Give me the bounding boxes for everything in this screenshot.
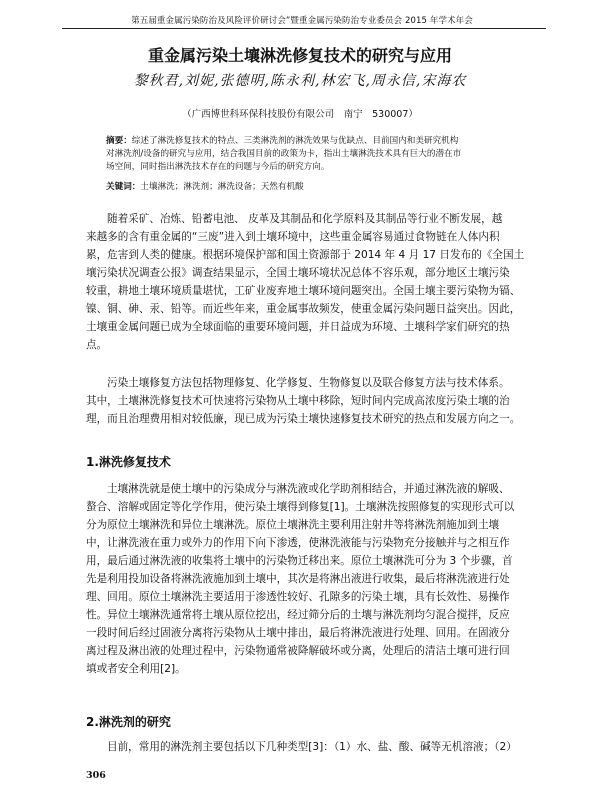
abstract-line: 对淋洗剂/设备的研究与应用，结合我国目前的政策为卡，指出土壤淋洗技术具有巨大的潜在市	[106, 149, 462, 159]
keywords	[106, 181, 502, 194]
text-line: 理，而且治理费用相对较低廉，现已成为污染土壤快速修复技术研究的热点和发展方向之一。	[86, 413, 521, 425]
text-line: 污染土壤修复方法包括物理修复、化学修复、生物修复以及联合修复方法与技术体系。	[107, 377, 510, 389]
text-line: 中，让淋洗液在重力或外力的作用下向下渗透，使淋洗液能与污染物充分接触并与之相互作	[86, 537, 510, 549]
paragraph-washing	[86, 480, 516, 678]
text-line: 镍、铜、砷、汞、铅等。而近些年来，重金属事故频发，使重金属污染问题日益突出。因此，	[86, 303, 521, 315]
text-line: 分为原位土壤淋洗和异位土壤淋洗。原位土壤淋洗主要利用注射井等将淋洗剂施加到土壤	[86, 519, 500, 531]
text-line: 一段时间后经过固液分离将污染物从土壤中排出，最后将淋洗液进行处理、回用。在固液分	[86, 627, 510, 639]
keywords-text: 土壤淋洗；淋洗剂；淋洗设备；天然有机酸	[140, 182, 304, 192]
page-number: 306	[86, 770, 106, 781]
text-line: 填或者安全利用[2]。	[86, 663, 186, 675]
affiliation: （广西博世科环保科技股份有限公司 南宁 530007）	[182, 109, 418, 120]
text-line: 螯合、溶解或固定等化学作用，使污染土壤得到修复[1]。土壤淋洗按照修复的实现形式可以	[86, 501, 515, 513]
section-heading-2: 2.淋洗剂的研究	[86, 715, 171, 729]
text-line: 理、回用。原位土壤淋洗主要适用于渗透性较好、孔隙多的污染土壤，具有长效性、易操作	[86, 591, 510, 603]
paper-title: 重金属污染土壤淋洗修复技术的研究与应用	[147, 46, 452, 65]
abstract-line: 场空间，同时指出淋洗技术存在的问题与今后的研究方向。	[106, 162, 330, 172]
text-line: 累，危害到人类的健康。根据环境保护部和国土资源部于 2014 年 4 月 17 日发布的《全国土	[86, 249, 525, 261]
text-line: 先是利用投加设备将淋洗液施加到土壤中，其次是将淋出液进行收集，最后将淋洗液进行处	[86, 573, 510, 585]
keywords-label: 关键词：	[106, 182, 141, 192]
text-line: 目前，常用的淋洗剂主要包括以下几种类型[3]：（1）水、盐、酸、碱等无机溶液；（2）	[107, 741, 517, 753]
paragraph-methods	[86, 374, 521, 428]
authors: 黎秋君,刘妮,张德明,陈永利,林宏飞,周永信,宋海农	[133, 73, 467, 89]
section-heading-1: 1.淋洗修复技术	[86, 455, 171, 469]
abstract-line	[106, 135, 502, 148]
abstract-text: 综述了淋洗修复技术的特点、三类淋洗剂的淋洗效果与优缺点、目前国内和美研究机构	[131, 136, 459, 146]
paragraph-intro	[86, 210, 525, 354]
text-line: 点。	[86, 339, 108, 351]
text-line: 来越多的含有重金属的“三废”进入到土壤环境中，这些重金属容易通过食物链在人体内积	[86, 231, 500, 243]
text-line: 随着采矿、冶炼、铅蓄电池、 皮革及其制品和化学原料及其制品等行业不断发展，越	[107, 213, 503, 225]
paragraph-agents	[86, 738, 516, 756]
text-line: 土壤重金属问题已成为全球面临的重要环境问题，并日益成为环境、土壤科学家们研究的热	[86, 321, 510, 333]
header-rule	[62, 28, 546, 29]
text-line: 土壤淋洗就是使土壤中的污染成分与淋洗液或化学助剂相结合，并通过淋洗液的解吸、	[107, 483, 510, 495]
abstract	[106, 135, 502, 174]
abstract-label: 摘要：	[106, 136, 132, 146]
text-line: 用，最后通过淋洗液的收集将土壤中的污染物迁移出来。原位土壤淋洗可分为 3 个步骤，首	[86, 555, 513, 567]
text-line: 较重，耕地土壤环境质量堪忧，工矿业废弃地土壤环境问题突出。全国土壤主要污染物为镉、	[86, 285, 521, 297]
running-header: 第五届重金属污染防治及风险评价研讨会”暨重金属污染防治专业委员会 2015 年学术年会	[131, 16, 473, 26]
text-line: 性。异位土壤淋洗通常将土壤从原位挖出，经过筛分后的土壤与淋洗剂均匀混合搅拌，反应	[86, 609, 510, 621]
text-line: 壤污染状况调查公报》调查结果显示，全国土壤环境状况总体不容乐观，部分地区土壤污染	[86, 267, 510, 279]
text-line: 离过程及淋出液的处理过程中，污染物通常被降解破坏或分离，处理后的清洁土壤可进行回	[86, 645, 510, 657]
text-line: 其中，土壤淋洗修复技术可快速将污染物从土壤中移除，短时间内完成高浓度污染土壤的治	[86, 395, 510, 407]
